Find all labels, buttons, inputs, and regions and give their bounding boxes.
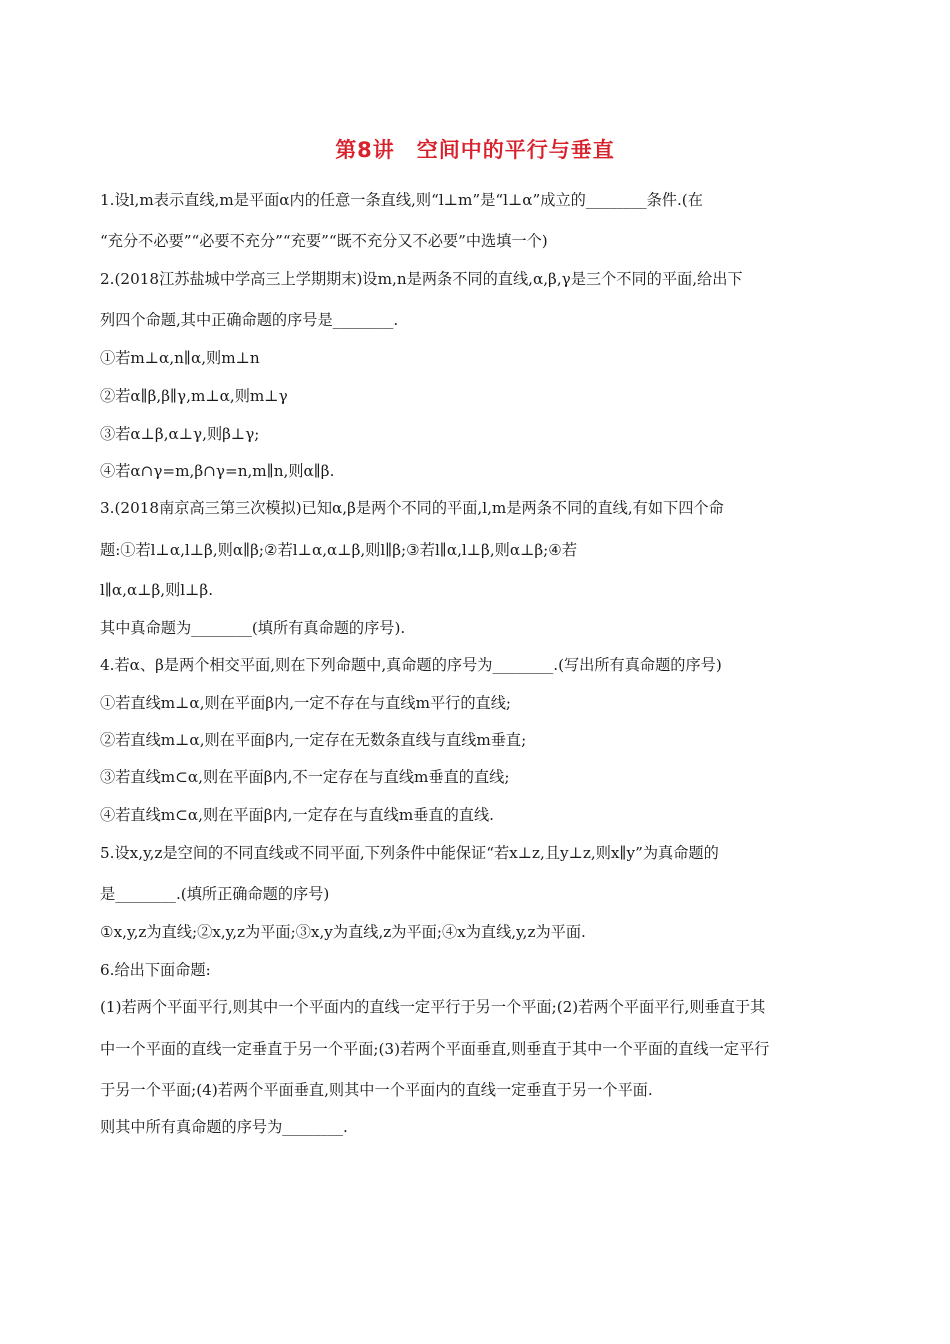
text-line: 是________.(填所正确命题的序号) (100, 885, 330, 903)
text-line: l∥α,α⊥β,则l⊥β. (100, 581, 214, 599)
text-line: ④若直线m⊂α,则在平面β内,一定存在与直线m垂直的直线. (100, 806, 494, 824)
text-line: 列四个命题,其中正确命题的序号是________. (100, 311, 399, 329)
text-line: ③若α⊥β,α⊥γ,则β⊥γ; (100, 425, 260, 443)
text-line: 于另一个平面;(4)若两个平面垂直,则其中一个平面内的直线一定垂直于另一个平面. (100, 1081, 653, 1099)
text-line: (1)若两个平面平行,则其中一个平面内的直线一定平行于另一个平面;(2)若两个平面平行,则垂直于其 (100, 998, 766, 1016)
text-line: ②若α∥β,β∥γ,m⊥α,则m⊥γ (100, 387, 288, 405)
text-line: ①若直线m⊥α,则在平面β内,一定不存在与直线m平行的直线; (100, 694, 512, 712)
text-line: 则其中所有真命题的序号为________. (100, 1118, 348, 1136)
text-line: 1.设l,m表示直线,m是平面α内的任意一条直线,则“l⊥m”是“l⊥α”成立的________条件.(在 (100, 191, 703, 209)
text-line: 题:①若l⊥α,l⊥β,则α∥β;②若l⊥α,α⊥β,则l∥β;③若l∥α,l⊥β,则α⊥β;④若 (100, 541, 578, 559)
text-line: 6.给出下面命题: (100, 961, 211, 979)
text-line: ①若m⊥α,n∥α,则m⊥n (100, 349, 260, 367)
text-line: 其中真命题为________(填所有真命题的序号). (100, 619, 406, 637)
text-line: ③若直线m⊂α,则在平面β内,不一定存在与直线m垂直的直线; (100, 768, 510, 786)
text-line: 2.(2018江苏盐城中学高三上学期期末)设m,n是两条不同的直线,α,β,γ是三个不同的平面,给出下 (100, 270, 743, 288)
text-line: ①x,y,z为直线;②x,y,z为平面;③x,y为直线,z为平面;④x为直线,y,z为平面. (100, 923, 586, 941)
text-line: ②若直线m⊥α,则在平面β内,一定存在无数条直线与直线m垂直; (100, 731, 527, 749)
text-line: 4.若α、β是两个相交平面,则在下列命题中,真命题的序号为________.(写出所有真命题的序号) (100, 656, 722, 674)
text-line: 3.(2018南京高三第三次模拟)已知α,β是两个不同的平面,l,m是两条不同的直线,有如下四个命 (100, 499, 724, 517)
text-line: 中一个平面的直线一定垂直于另一个平面;(3)若两个平面垂直,则垂直于其中一个平面的直线一定平行 (100, 1040, 770, 1058)
text-line: ④若α∩γ=m,β∩γ=n,m∥n,则α∥β. (100, 462, 335, 480)
page-title: 第8讲 空间中的平行与垂直 (335, 138, 615, 162)
text-line: 5.设x,y,z是空间的不同直线或不同平面,下列条件中能保证“若x⊥z,且y⊥z,则x∥y”为真命题的 (100, 844, 719, 862)
text-line: “充分不必要”“必要不充分”“充要”“既不充分又不必要”中选填一个) (100, 232, 548, 250)
